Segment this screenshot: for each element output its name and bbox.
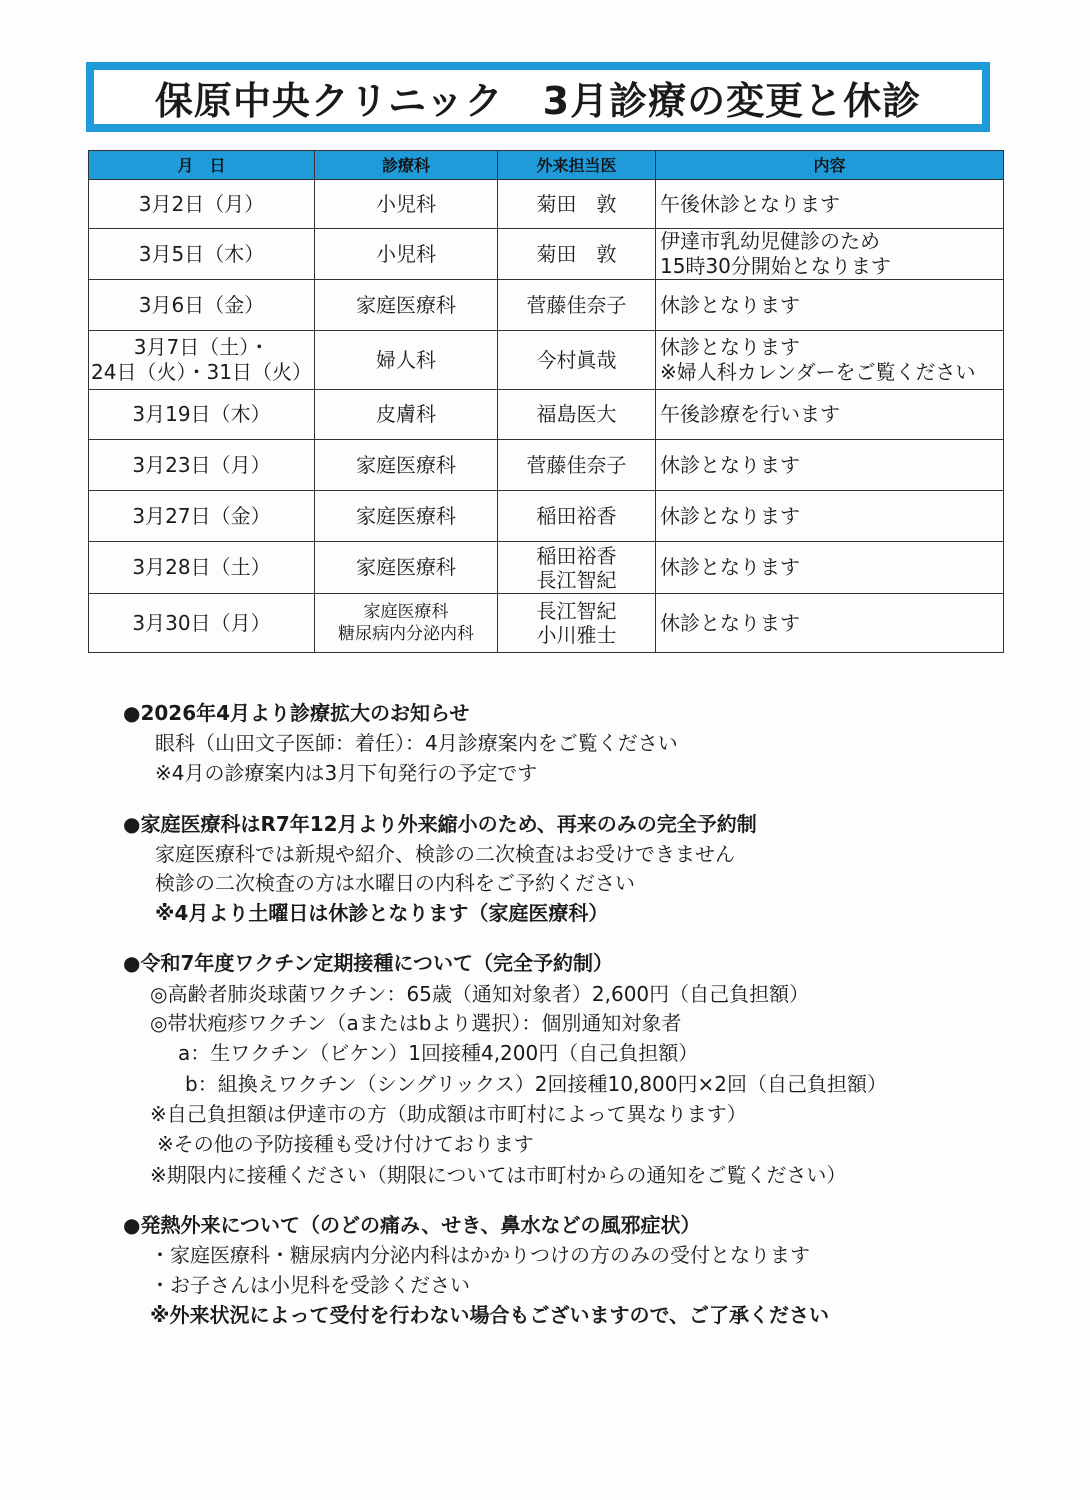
content-cell: [656, 331, 1004, 390]
notice-line: b：組換えワクチン（シングリックス）2回接種10,800円×2回（自己負担額）: [185, 1072, 887, 1096]
date-cell: [89, 491, 315, 542]
cell-line: 3月2日（月）: [138, 191, 265, 216]
cell-line: 家庭医療科: [363, 602, 449, 622]
content-cell: [656, 440, 1004, 491]
cell-line: 3月6日（金）: [138, 292, 265, 317]
date-cell: [89, 390, 315, 440]
cell-line: 休診となります: [660, 335, 800, 359]
content-cell: [656, 491, 1004, 542]
cell-line: 長江智紀: [536, 567, 617, 592]
cell-line: 小児科: [376, 241, 436, 266]
date-cell: [89, 280, 315, 331]
notice-line: a：生ワクチン（ビケン）1回接種4,200円（自己負担額）: [178, 1041, 699, 1065]
cell-line: 3月27日（金）: [132, 503, 271, 528]
cell-line: 家庭医療科: [356, 452, 456, 477]
table-row: [89, 280, 1004, 331]
content-cell: [656, 542, 1004, 594]
cell-line: 菊田 敦: [536, 241, 617, 266]
department-cell: [315, 331, 498, 390]
table-row: [89, 594, 1004, 653]
notice-line: 検診の二次検査の方は水曜日の内科をご予約ください: [155, 871, 635, 895]
department-cell: [315, 180, 498, 229]
cell-line: 15時30分開始となります: [660, 254, 891, 278]
cell-line: 3月28日（土）: [132, 555, 271, 579]
doctor-cell: [498, 594, 656, 653]
notice-line: ※自己負担額は伊達市の方（助成額は市町村によって異なります）: [150, 1102, 747, 1126]
notice-line: ※4月の診療案内は3月下旬発行の予定です: [155, 761, 538, 785]
cell-line: 菅藤佳奈子: [526, 452, 627, 477]
content-cell: [656, 180, 1004, 229]
notice-line: 家庭医療科では新規や紹介、検診の二次検査はお受けできません: [155, 842, 735, 866]
cell-line: 休診となります: [660, 555, 800, 579]
title-banner: [86, 62, 990, 132]
cell-line: 休診となります: [660, 503, 800, 528]
notice-heading: ●家庭医療科はR7年12月より外来縮小のため、再来のみの完全予約制: [123, 812, 757, 836]
cell-line: 休診となります: [660, 610, 800, 635]
cell-line: 稲田裕香: [536, 503, 617, 528]
department-cell: [315, 594, 498, 653]
department-cell: [315, 542, 498, 594]
cell-line: 小児科: [376, 191, 436, 216]
content-cell: [656, 390, 1004, 440]
cell-line: 3月5日（木）: [138, 241, 265, 266]
cell-line: 皮膚科: [376, 402, 436, 426]
doctor-cell: [498, 542, 656, 594]
cell-line: 菊田 敦: [536, 191, 617, 216]
table-header-row: [89, 151, 1004, 180]
header-doctor: 外来担当医: [498, 151, 656, 180]
date-cell: [89, 180, 315, 229]
notice-line: ※期限内に接種ください（期限については市町村からの通知をご覧ください）: [150, 1163, 847, 1187]
notice-heading: ●2026年4月より診療拡大のお知らせ: [123, 701, 470, 725]
department-cell: [315, 229, 498, 280]
header-department: 診療科: [315, 151, 498, 180]
table-row: [89, 440, 1004, 491]
cell-line: 午後休診となります: [660, 191, 840, 216]
cell-line: 稲田裕香: [536, 543, 617, 568]
table-row: [89, 229, 1004, 280]
date-cell: [89, 229, 315, 280]
date-cell: [89, 331, 315, 390]
header-content: 内容: [656, 151, 1004, 180]
doctor-cell: [498, 440, 656, 491]
content-cell: [656, 594, 1004, 653]
doctor-cell: [498, 390, 656, 440]
doctor-cell: [498, 280, 656, 331]
cell-line: 休診となります: [660, 452, 800, 477]
doctor-cell: [498, 180, 656, 229]
table-row: [89, 390, 1004, 440]
table-row: [89, 331, 1004, 390]
cell-line: 3月23日（月）: [132, 452, 271, 477]
table-row: [89, 180, 1004, 229]
cell-line: 3月19日（木）: [132, 402, 271, 426]
cell-line: 伊達市乳幼児健診のため: [660, 229, 880, 253]
notice-line: ◎高齢者肺炎球菌ワクチン：65歳（通知対象者）2,600円（自己負担額）: [150, 982, 810, 1006]
doctor-cell: [498, 229, 656, 280]
cell-line: 家庭医療科: [356, 292, 456, 317]
date-cell: [89, 542, 315, 594]
notice-line: ※外来状況によって受付を行わない場合もございますので、ご了承ください: [150, 1303, 830, 1327]
cell-line: 3月7日（土）・: [133, 335, 270, 359]
cell-line: 家庭医療科: [356, 555, 456, 579]
cell-line: 休診となります: [660, 292, 800, 317]
cell-line: 今村眞哉: [536, 347, 617, 372]
content-cell: [656, 229, 1004, 280]
date-cell: [89, 594, 315, 653]
doctor-cell: [498, 491, 656, 542]
notice-line: ※その他の予防接種も受け付けております: [157, 1132, 534, 1156]
header-date: 月 日: [89, 151, 315, 180]
cell-line: 小川雅士: [536, 623, 617, 647]
notice-line: ※4月より土曜日は休診となります（家庭医療科）: [155, 901, 609, 925]
notice-line: ・お子さんは小児科を受診ください: [150, 1273, 470, 1297]
department-cell: [315, 390, 498, 440]
department-cell: [315, 440, 498, 491]
page-title: 保原中央クリニック 3月診療の変更と休診: [154, 78, 922, 123]
content-cell: [656, 280, 1004, 331]
cell-line: 家庭医療科: [356, 503, 456, 528]
cell-line: 午後診療を行います: [660, 402, 840, 426]
department-cell: [315, 491, 498, 542]
cell-line: 婦人科: [376, 347, 436, 372]
table-row: [89, 491, 1004, 542]
cell-line: ※婦人科カレンダーをご覧ください: [660, 360, 976, 384]
notice-heading: ●令和7年度ワクチン定期接種について（完全予約制）: [123, 951, 613, 975]
notice-line: ・家庭医療科・糖尿病内分泌内科はかかりつけの方のみの受付となります: [150, 1243, 810, 1267]
cell-line: 菅藤佳奈子: [526, 292, 627, 317]
cell-line: 3月30日（月）: [132, 610, 271, 635]
schedule-table: [88, 150, 1004, 653]
cell-line: 24日（火）・31日（火）: [91, 360, 312, 384]
cell-line: 糖尿病内分泌内科: [338, 624, 474, 644]
notice-heading: ●発熱外来について（のどの痛み、せき、鼻水などの風邪症状）: [123, 1213, 701, 1237]
notice-line: 眼科（山田文子医師：着任）：4月診療案内をご覧ください: [155, 731, 678, 755]
cell-line: 長江智紀: [536, 599, 617, 623]
date-cell: [89, 440, 315, 491]
department-cell: [315, 280, 498, 331]
cell-line: 福島医大: [536, 402, 617, 426]
doctor-cell: [498, 331, 656, 390]
table-row: [89, 542, 1004, 594]
notice-line: ◎帯状疱疹ワクチン（aまたはbより選択）：個別通知対象者: [150, 1011, 682, 1035]
